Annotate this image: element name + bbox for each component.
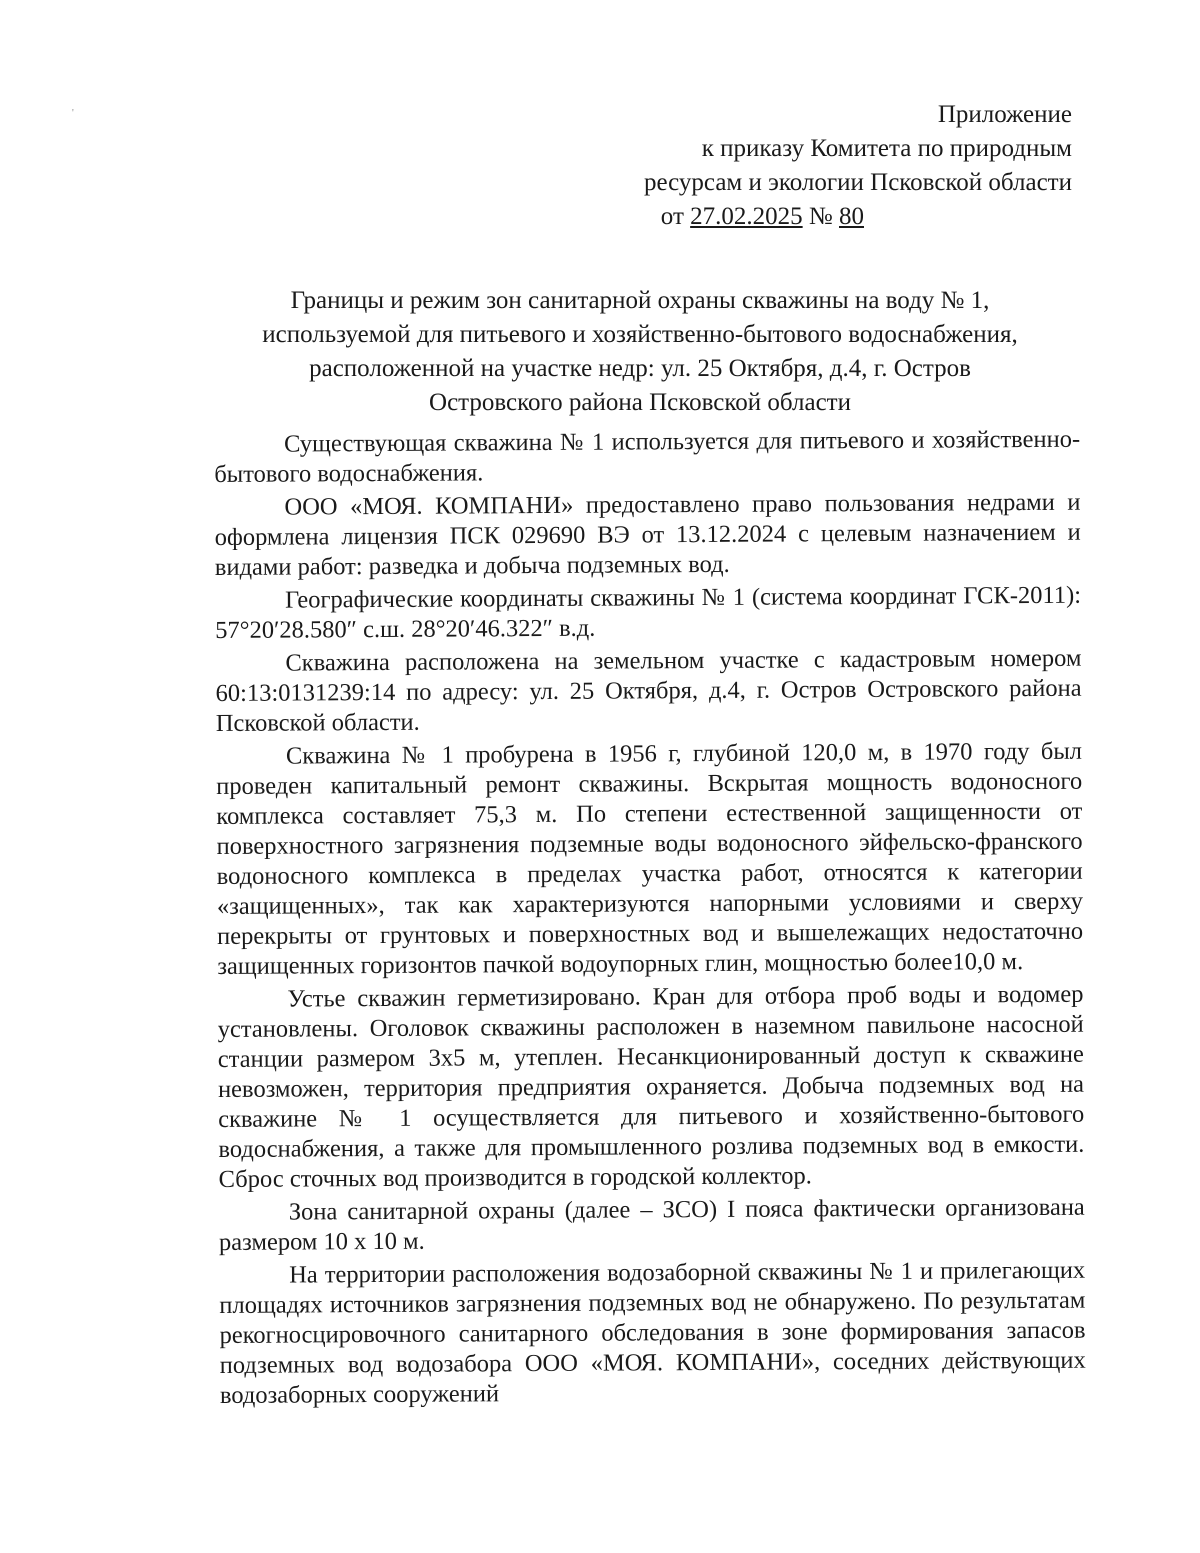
order-date: 27.02.2025	[690, 203, 803, 230]
title-line: Островского района Псковской области	[429, 389, 851, 416]
paragraph: Существующая скважина № 1 используется для питьевого и хозяйственно-бытового водоснабжения.	[214, 425, 1081, 488]
paragraph: Географические координаты скважины № 1 (система координат ГСК-2011): 57°20′28.580″ с.ш. 28°20′46.322″ в.д.	[215, 581, 1082, 644]
header-line: ресурсам и экологии Псковской области	[643, 169, 1072, 196]
header-line: Приложение	[937, 101, 1072, 128]
title-line: Границы и режим зон санитарной охраны скважины на воду № 1,	[290, 287, 990, 314]
paragraph: ООО «МОЯ. КОМПАНИ» предоставлено право пользования недрами и оформлена лицензия ПСК 029690 ВЭ от 13.12.2024 с целевым назначением и видами работ: разведка и добыча подземных вод.	[214, 488, 1081, 581]
order-number: 80	[839, 203, 864, 230]
paragraph: Скважина № 1 пробурена в 1956 г, глубиной 120,0 м, в 1970 году был проведен капитальный ремонт скважины. Вскрытая мощность водоносного комплекса составляет 75,3 м. По степени естественной защищенности от поверхностного загрязнения подземные воды водоносного эйфельско-франского водоносного комплекса в пределах участка работ, относятся к категории «защищенных», так как характеризуются напорными условиями и сверху перекрыты от грунтовых и поверхностных вод и вышележащих недостаточно защищенных горизонтов пачкой водоупорных глин, мощностью более10,0 м.	[216, 737, 1084, 980]
paragraph: Зона санитарной охраны (далее – ЗСО) I пояса фактически организована размером 10 х 10 м.	[218, 1193, 1085, 1256]
paragraph: Устье скважин герметизировано. Кран для отбора проб воды и водомер установлены. Оголовок скважины расположен в наземном павильоне насосной станции размером 3х5 м, утеплен. Несанкционированный доступ к скважине невозможен, территория предприятия охраняется. Добыча подземных вод на скважине № 1 осуществляется для питьевого и хозяйственно-бытового водоснабжения, а также для промышленного розлива подземных вод в емкости. Сброс сточных вод производится в городской коллектор.	[217, 980, 1085, 1193]
appendix-header	[552, 98, 1072, 234]
title-line: расположенной на участке недр: ул. 25 Октября, д.4, г. Остров	[309, 355, 971, 382]
document-body	[214, 425, 1086, 1414]
document-title	[210, 284, 1070, 420]
scan-artifact: '	[72, 108, 74, 119]
title-line: используемой для питьевого и хозяйственно-бытового водоснабжения,	[262, 321, 1018, 348]
header-line: к приказу Комитета по природным	[701, 135, 1072, 162]
date-prefix: от	[660, 203, 691, 230]
paragraph: На территории расположения водозаборной скважины № 1 и прилегающих площадях источников загрязнения подземных вод не обнаружено. По результатам рекогносцировочного санитарного обследования в зоне формирования запасов подземных вод водозабора ООО «МОЯ. КОМПАНИ», соседних действующих водозаборных сооружений	[219, 1256, 1086, 1409]
order-date-line	[552, 200, 1072, 234]
number-prefix: №	[802, 203, 839, 230]
paragraph: Скважина расположена на земельном участке с кадастровым номером 60:13:0131239:14 по адресу: ул. 25 Октября, д.4, г. Остров Островского района Псковской области.	[215, 644, 1082, 737]
